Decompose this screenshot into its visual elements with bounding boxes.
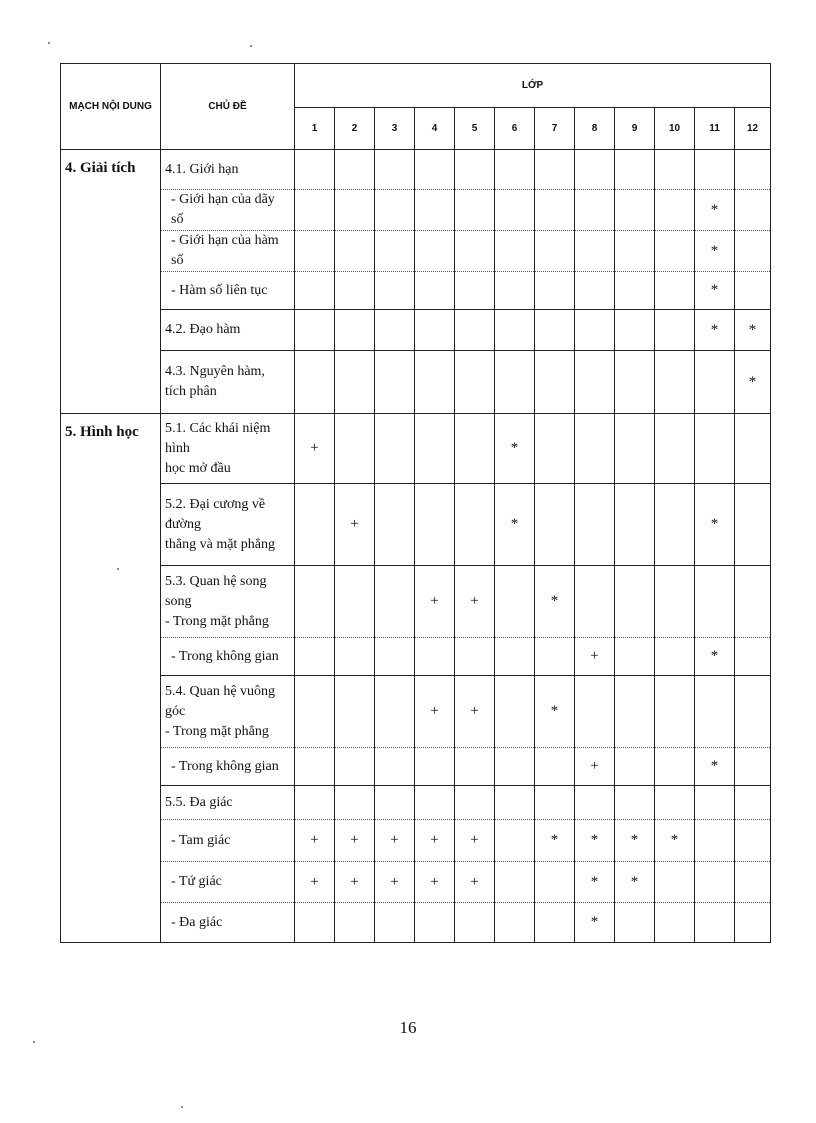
- grade-mark-cell: +: [575, 748, 615, 786]
- grade-mark-cell: [535, 903, 575, 943]
- grade-mark-cell: [415, 903, 455, 943]
- grade-mark-cell: [415, 786, 455, 820]
- grade-mark-cell: *: [735, 351, 771, 414]
- grade-mark-cell: [335, 676, 375, 748]
- grade-mark-cell: [655, 190, 695, 231]
- grade-mark-cell: +: [335, 820, 375, 862]
- grade-mark-cell: [295, 310, 335, 351]
- grade-number-cell: 9: [615, 108, 655, 150]
- grade-mark-cell: [375, 231, 415, 272]
- grade-mark-cell: [495, 351, 535, 414]
- grade-mark-cell: [575, 351, 615, 414]
- grade-mark-cell: [695, 903, 735, 943]
- grade-mark-cell: [615, 786, 655, 820]
- grade-mark-cell: [455, 414, 495, 484]
- grade-mark-cell: [375, 351, 415, 414]
- grade-mark-cell: [375, 414, 415, 484]
- topic-label: - Giới hạn của dãy số: [161, 190, 295, 231]
- grade-mark-cell: [655, 310, 695, 351]
- grade-mark-cell: [735, 566, 771, 638]
- grade-mark-cell: [335, 310, 375, 351]
- grade-number-cell: 7: [535, 108, 575, 150]
- scan-speck: [117, 568, 119, 570]
- grade-mark-cell: [615, 484, 655, 566]
- grade-mark-cell: [535, 190, 575, 231]
- grade-mark-cell: [335, 272, 375, 310]
- grade-mark-cell: [495, 272, 535, 310]
- grade-mark-cell: [495, 150, 535, 190]
- grade-mark-cell: [295, 231, 335, 272]
- grade-mark-cell: [335, 150, 375, 190]
- grade-mark-cell: [415, 310, 455, 351]
- grade-mark-cell: *: [695, 484, 735, 566]
- grade-mark-cell: [535, 748, 575, 786]
- grade-mark-cell: [735, 638, 771, 676]
- scan-speck: [48, 42, 50, 44]
- grade-mark-cell: [455, 231, 495, 272]
- grade-mark-cell: *: [695, 231, 735, 272]
- grade-mark-cell: [295, 748, 335, 786]
- grade-mark-cell: [735, 484, 771, 566]
- grade-mark-cell: *: [695, 748, 735, 786]
- grade-mark-cell: [575, 676, 615, 748]
- grade-mark-cell: [415, 351, 455, 414]
- topic-label: 4.2. Đạo hàm: [161, 310, 295, 351]
- grade-mark-cell: [655, 272, 695, 310]
- grade-mark-cell: [295, 190, 335, 231]
- grade-mark-cell: *: [735, 310, 771, 351]
- grade-mark-cell: +: [415, 566, 455, 638]
- grade-mark-cell: *: [695, 638, 735, 676]
- grade-number-cell: 11: [695, 108, 735, 150]
- grade-mark-cell: [295, 566, 335, 638]
- section-name: 5. Hình học: [61, 414, 161, 943]
- grade-mark-cell: [535, 231, 575, 272]
- grade-mark-cell: +: [455, 820, 495, 862]
- grade-mark-cell: [695, 862, 735, 903]
- table-row: [61, 190, 771, 231]
- header-topic-column: CHỦ ĐỀ: [161, 64, 295, 150]
- grade-mark-cell: [735, 190, 771, 231]
- grade-mark-cell: [295, 786, 335, 820]
- grade-mark-cell: [615, 566, 655, 638]
- grade-mark-cell: [615, 231, 655, 272]
- grade-mark-cell: +: [455, 676, 495, 748]
- grade-mark-cell: [415, 231, 455, 272]
- grade-mark-cell: [575, 272, 615, 310]
- grade-mark-cell: [615, 190, 655, 231]
- table-row: [61, 862, 771, 903]
- grade-mark-cell: *: [695, 190, 735, 231]
- grade-mark-cell: [655, 566, 695, 638]
- grade-mark-cell: [575, 484, 615, 566]
- grade-mark-cell: [375, 786, 415, 820]
- grade-mark-cell: [495, 748, 535, 786]
- grade-mark-cell: [335, 190, 375, 231]
- topic-label: - Trong không gian: [161, 748, 295, 786]
- grade-mark-cell: *: [575, 820, 615, 862]
- table-row: [61, 414, 771, 484]
- grade-mark-cell: [575, 786, 615, 820]
- grade-mark-cell: [375, 150, 415, 190]
- grade-mark-cell: *: [615, 820, 655, 862]
- grade-mark-cell: [455, 786, 495, 820]
- grade-mark-cell: +: [415, 862, 455, 903]
- grade-mark-cell: +: [295, 820, 335, 862]
- grade-mark-cell: [655, 231, 695, 272]
- grade-mark-cell: [735, 862, 771, 903]
- grade-mark-cell: [295, 676, 335, 748]
- grade-mark-cell: [335, 566, 375, 638]
- grade-mark-cell: [535, 272, 575, 310]
- table-row: [61, 231, 771, 272]
- curriculum-table: [60, 63, 771, 943]
- grade-mark-cell: [455, 190, 495, 231]
- topic-label: - Hàm số liên tục: [161, 272, 295, 310]
- header-grade-group: LỚP: [295, 64, 771, 108]
- grade-mark-cell: [695, 150, 735, 190]
- grade-mark-cell: [495, 310, 535, 351]
- topic-label: 5.4. Quan hệ vuông góc - Trong mặt phẳng: [161, 676, 295, 748]
- table-row: [61, 566, 771, 638]
- grade-number-cell: 6: [495, 108, 535, 150]
- grade-mark-cell: [335, 638, 375, 676]
- grade-mark-cell: [455, 150, 495, 190]
- grade-mark-cell: [375, 566, 415, 638]
- grade-mark-cell: [495, 190, 535, 231]
- table-row: [61, 903, 771, 943]
- grade-mark-cell: *: [695, 310, 735, 351]
- grade-mark-cell: [695, 566, 735, 638]
- table-row: [61, 150, 771, 190]
- grade-mark-cell: *: [695, 272, 735, 310]
- grade-mark-cell: [375, 676, 415, 748]
- grade-mark-cell: *: [535, 566, 575, 638]
- table-row: [61, 786, 771, 820]
- grade-mark-cell: [335, 748, 375, 786]
- grade-number-cell: 2: [335, 108, 375, 150]
- scan-speck: [33, 1041, 35, 1043]
- grade-mark-cell: [295, 484, 335, 566]
- grade-mark-cell: [375, 484, 415, 566]
- scan-speck: [250, 45, 252, 47]
- grade-number-cell: 5: [455, 108, 495, 150]
- grade-mark-cell: [735, 150, 771, 190]
- page-number: 16: [399, 1018, 417, 1037]
- grade-mark-cell: [295, 903, 335, 943]
- grade-mark-cell: [335, 231, 375, 272]
- grade-mark-cell: [375, 272, 415, 310]
- grade-mark-cell: [415, 484, 455, 566]
- grade-mark-cell: [655, 786, 695, 820]
- grade-mark-cell: +: [455, 862, 495, 903]
- topic-label: - Tam giác: [161, 820, 295, 862]
- grade-mark-cell: *: [615, 862, 655, 903]
- grade-mark-cell: [295, 272, 335, 310]
- grade-number-cell: 12: [735, 108, 771, 150]
- grade-mark-cell: [575, 566, 615, 638]
- topic-label: 4.3. Nguyên hàm, tích phân: [161, 351, 295, 414]
- topic-label: - Tứ giác: [161, 862, 295, 903]
- table-row: [61, 820, 771, 862]
- grade-mark-cell: [495, 786, 535, 820]
- grade-mark-cell: [335, 903, 375, 943]
- grade-mark-cell: +: [415, 820, 455, 862]
- grade-mark-cell: [415, 414, 455, 484]
- grade-mark-cell: [295, 150, 335, 190]
- grade-mark-cell: [575, 414, 615, 484]
- grade-mark-cell: [655, 351, 695, 414]
- grade-number-cell: 1: [295, 108, 335, 150]
- grade-mark-cell: [535, 862, 575, 903]
- grade-mark-cell: [495, 676, 535, 748]
- grade-mark-cell: [575, 310, 615, 351]
- grade-mark-cell: [535, 351, 575, 414]
- grade-mark-cell: [455, 351, 495, 414]
- table-row: [61, 310, 771, 351]
- grade-mark-cell: [495, 231, 535, 272]
- grade-mark-cell: [695, 414, 735, 484]
- grade-mark-cell: [455, 638, 495, 676]
- grade-mark-cell: [335, 786, 375, 820]
- table-row: [61, 748, 771, 786]
- grade-mark-cell: [735, 748, 771, 786]
- grade-mark-cell: [655, 862, 695, 903]
- grade-mark-cell: [335, 414, 375, 484]
- grade-mark-cell: [575, 190, 615, 231]
- grade-mark-cell: [695, 820, 735, 862]
- grade-mark-cell: *: [575, 903, 615, 943]
- grade-mark-cell: [495, 903, 535, 943]
- grade-mark-cell: [415, 150, 455, 190]
- grade-mark-cell: [615, 351, 655, 414]
- grade-mark-cell: [735, 414, 771, 484]
- scan-speck: [181, 1106, 183, 1108]
- grade-number-cell: 4: [415, 108, 455, 150]
- grade-mark-cell: +: [375, 820, 415, 862]
- grade-mark-cell: *: [495, 414, 535, 484]
- grade-mark-cell: [535, 638, 575, 676]
- grade-mark-cell: [455, 484, 495, 566]
- topic-label: 5.1. Các khái niệm hình học mở đầu: [161, 414, 295, 484]
- grade-mark-cell: [615, 414, 655, 484]
- table-row: [61, 272, 771, 310]
- topic-label: 5.5. Đa giác: [161, 786, 295, 820]
- grade-mark-cell: [575, 150, 615, 190]
- grade-mark-cell: [495, 862, 535, 903]
- grade-mark-cell: [615, 272, 655, 310]
- grade-mark-cell: [415, 272, 455, 310]
- grade-mark-cell: [615, 638, 655, 676]
- grade-mark-cell: [655, 903, 695, 943]
- table-row: [61, 484, 771, 566]
- grade-mark-cell: [655, 748, 695, 786]
- topic-label: - Đa giác: [161, 903, 295, 943]
- grade-mark-cell: [575, 231, 615, 272]
- grade-number-cell: 8: [575, 108, 615, 150]
- grade-mark-cell: [495, 566, 535, 638]
- grade-mark-cell: *: [655, 820, 695, 862]
- grade-mark-cell: [655, 484, 695, 566]
- grade-number-cell: 10: [655, 108, 695, 150]
- grade-mark-cell: *: [535, 676, 575, 748]
- topic-label: - Trong không gian: [161, 638, 295, 676]
- grade-mark-cell: +: [295, 414, 335, 484]
- grade-mark-cell: +: [335, 862, 375, 903]
- table-row: [61, 351, 771, 414]
- grade-mark-cell: [735, 231, 771, 272]
- grade-mark-cell: +: [295, 862, 335, 903]
- grade-mark-cell: [655, 638, 695, 676]
- table-body: [61, 64, 771, 943]
- grade-mark-cell: *: [575, 862, 615, 903]
- grade-mark-cell: +: [375, 862, 415, 903]
- grade-mark-cell: [695, 786, 735, 820]
- table-row: [61, 676, 771, 748]
- grade-mark-cell: [615, 310, 655, 351]
- grade-mark-cell: +: [575, 638, 615, 676]
- grade-mark-cell: [615, 748, 655, 786]
- grade-mark-cell: [415, 638, 455, 676]
- grade-mark-cell: [535, 786, 575, 820]
- topic-label: 4.1. Giới hạn: [161, 150, 295, 190]
- grade-mark-cell: [655, 150, 695, 190]
- grade-mark-cell: +: [455, 566, 495, 638]
- grade-mark-cell: [375, 748, 415, 786]
- grade-mark-cell: *: [535, 820, 575, 862]
- grade-mark-cell: [695, 351, 735, 414]
- grade-mark-cell: [535, 310, 575, 351]
- grade-mark-cell: [695, 676, 735, 748]
- grade-mark-cell: [615, 676, 655, 748]
- grade-mark-cell: [495, 638, 535, 676]
- grade-mark-cell: [735, 820, 771, 862]
- grade-mark-cell: [375, 190, 415, 231]
- grade-mark-cell: [455, 272, 495, 310]
- grade-mark-cell: [375, 903, 415, 943]
- grade-mark-cell: [655, 676, 695, 748]
- grade-mark-cell: [735, 272, 771, 310]
- grade-mark-cell: *: [495, 484, 535, 566]
- grade-mark-cell: [495, 820, 535, 862]
- grade-mark-cell: [735, 903, 771, 943]
- grade-mark-cell: [415, 748, 455, 786]
- grade-mark-cell: [615, 150, 655, 190]
- grade-mark-cell: [615, 903, 655, 943]
- grade-mark-cell: +: [415, 676, 455, 748]
- grade-mark-cell: [735, 786, 771, 820]
- grade-mark-cell: [455, 748, 495, 786]
- grade-mark-cell: [415, 190, 455, 231]
- header-row: [61, 64, 771, 108]
- grade-mark-cell: +: [335, 484, 375, 566]
- table-row: [61, 638, 771, 676]
- grade-mark-cell: [655, 414, 695, 484]
- grade-mark-cell: [335, 351, 375, 414]
- section-name: 4. Giải tích: [61, 150, 161, 414]
- header-content-column: MẠCH NỘI DUNG: [61, 64, 161, 150]
- topic-label: 5.2. Đại cương về đường thẳng và mặt phẳng: [161, 484, 295, 566]
- grade-mark-cell: [375, 310, 415, 351]
- grade-mark-cell: [535, 150, 575, 190]
- topic-label: - Giới hạn của hàm số: [161, 231, 295, 272]
- grade-mark-cell: [735, 676, 771, 748]
- grade-mark-cell: [535, 484, 575, 566]
- grade-mark-cell: [455, 310, 495, 351]
- grade-mark-cell: [535, 414, 575, 484]
- topic-label: 5.3. Quan hệ song song - Trong mặt phẳng: [161, 566, 295, 638]
- grade-mark-cell: [295, 351, 335, 414]
- grade-number-cell: 3: [375, 108, 415, 150]
- grade-mark-cell: [295, 638, 335, 676]
- grade-mark-cell: [375, 638, 415, 676]
- grade-mark-cell: [455, 903, 495, 943]
